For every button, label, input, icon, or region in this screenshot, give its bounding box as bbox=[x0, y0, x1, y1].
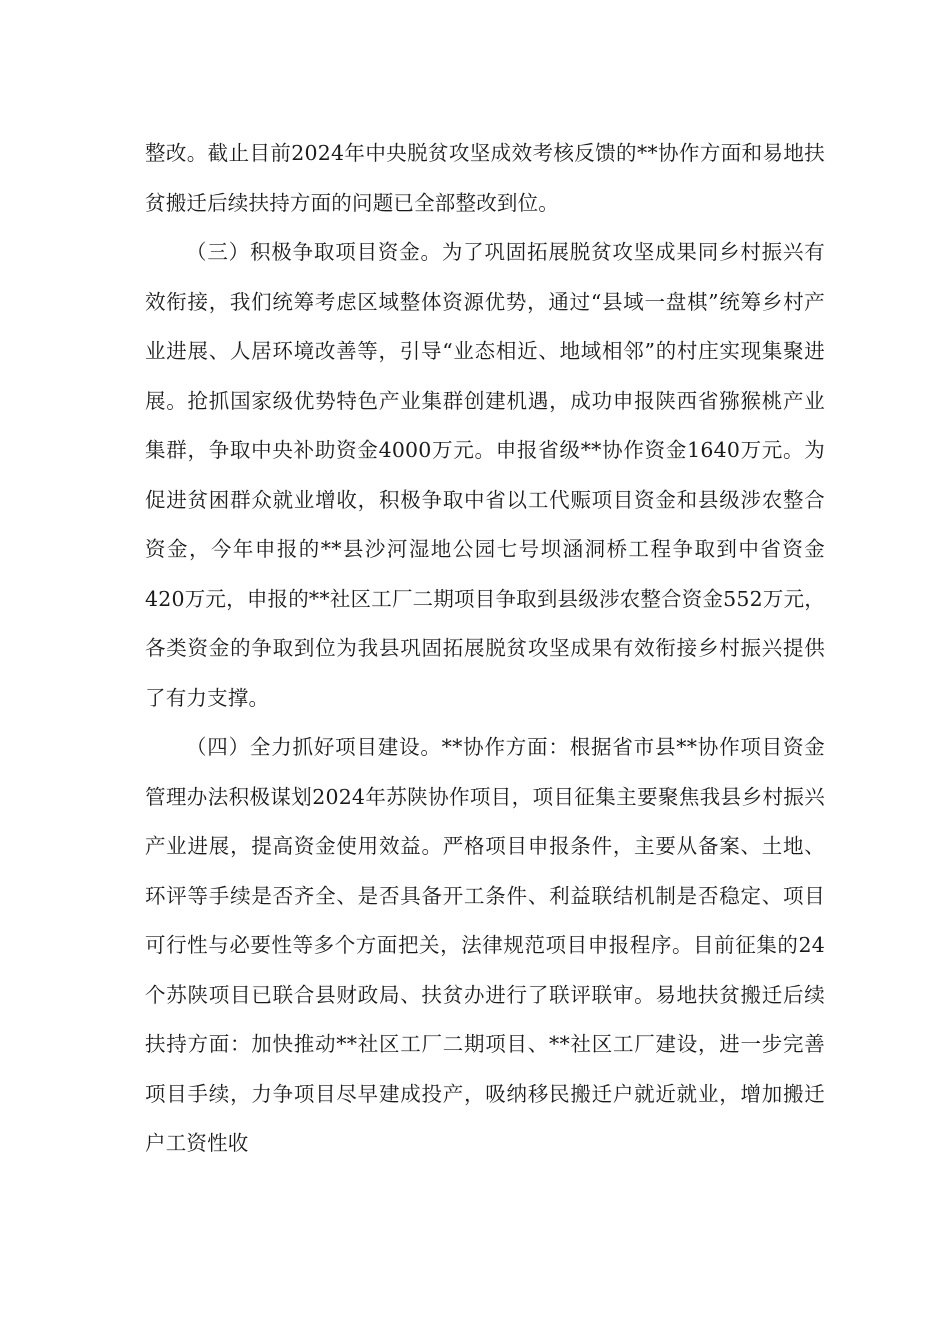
paragraph-project-funding: （三）积极争取项目资金。为了巩固拓展脱贫攻坚成果同乡村振兴有效衔接，我们统筹考虑区域整体资源优势，通过“县域一盘棋”统筹乡村产业进展、人居环境改善等，引导“业态相近、地域相邻”的村庄实现集聚进展。抢抓国家级优势特色产业集群创建机遇，成功申报陕西省猕猴桃产业集群，争取中央补助资金4000万元。申报省级**协作资金1640万元。为促进贫困群众就业增收，积极争取中省以工代赈项目资金和县级涉农整合资金，今年申报的**县沙河湿地公园七号坝涵洞桥工程争取到中省资金420万元，申报的**社区工厂二期项目争取到县级涉农整合资金552万元，各类资金的争取到位为我县巩固拓展脱贫攻坚成果有效衔接乡村振兴提供了有力支撑。 bbox=[145, 240, 825, 710]
document-body bbox=[145, 129, 825, 1169]
paragraph-project-construction: （四）全力抓好项目建设。**协作方面：根据省市县**协作项目资金管理办法积极谋划2024年苏陕协作项目，项目征集主要聚焦我县乡村振兴产业进展，提高资金使用效益。严格项目申报条件，主要从备案、土地、环评等手续是否齐全、是否具备开工条件、利益联结机制是否稳定、项目可行性与必要性等多个方面把关，法律规范项目申报程序。目前征集的24个苏陕项目已联合县财政局、扶贫办进行了联评联审。易地扶贫搬迁后续扶持方面：加快推动**社区工厂二期项目、**社区工厂建设，进一步完善项目手续，力争项目尽早建成投产，吸纳移民搬迁户就近就业，增加搬迁户工资性收 bbox=[145, 735, 825, 1155]
paragraph-continuation: 整改。截止目前2024年中央脱贫攻坚成效考核反馈的**协作方面和易地扶贫搬迁后续扶持方面的问题已全部整改到位。 bbox=[145, 141, 825, 215]
